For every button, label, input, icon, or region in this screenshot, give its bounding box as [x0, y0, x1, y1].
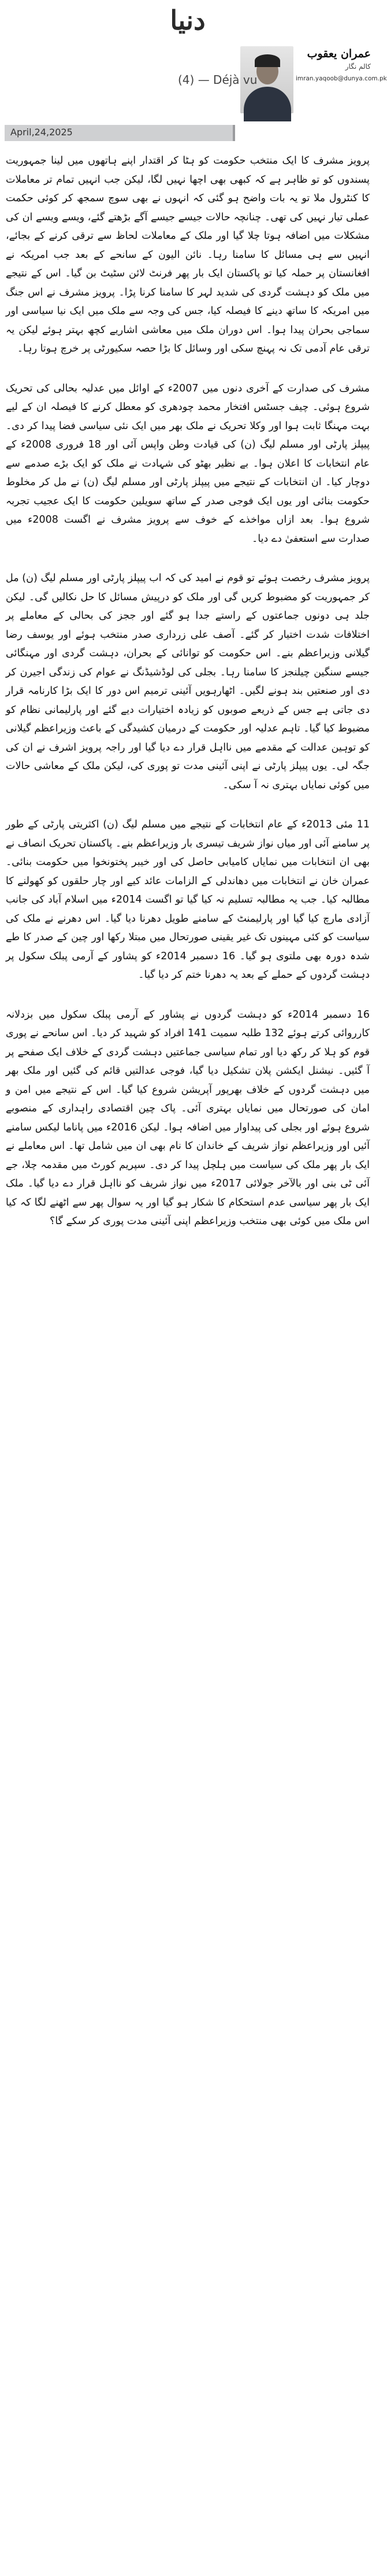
- author-email: imran.yaqoob@dunya.com.pk: [296, 75, 387, 82]
- article-body: [6, 151, 370, 1252]
- date-bar: [5, 125, 235, 141]
- column-header: [5, 45, 387, 143]
- article-paragraph: 16 دسمبر 2014ء کو دہشت گردوں نے پشاور کے آرمی پبلک سکول میں بزدلانہ کارروائی کرتے ہوئے 132 طلبہ سمیت 141 افراد کو شہید کر دیا۔ اس سانحے نے پوری قوم کو ہلا کر رکھ دیا اور تمام سیاسی جماعتیں دہشت گردی کے خلاف ایک صفحے پر آ گئیں۔ نیشنل ایکشن پلان تشکیل دیا گیا، فوجی عدالتیں قائم کی گئیں اور ملک بھر میں دہشت گردوں کے خلاف بھرپور آپریشن شروع کیا گیا۔ اس کے نتیجے میں امن و امان کی صورتحال میں نمایاں بہتری آئی۔ پاک چین اقتصادی راہداری کے منصوبے شروع ہوئے اور بجلی کی پیداوار میں اضافہ ہوا۔ لیکن 2016ء میں پاناما لیکس سامنے آئیں اور وزیراعظم نواز شریف کے خاندان کا نام بھی ان میں شامل تھا۔ اس معاملے نے ایک بار پھر ملک کی سیاست میں ہلچل پیدا کر دی۔ سپریم کورٹ میں مقدمہ چلا، جے آئی ٹی بنی اور بالآخر جولائی 2017ء میں نواز شریف کو نااہل قرار دے دیا گیا۔ ملک ایک بار پھر سیاسی عدم استحکام کا شکار ہو گیا اور یہ سوال پھر سے اٹھنے لگا کہ کیا اس ملک میں کوئی بھی منتخب وزیراعظم اپنی آئینی مدت پوری کر سکے گا؟: [6, 1008, 370, 1227]
- author-name: عمران یعقوب: [307, 47, 371, 60]
- column-series-label: (4) — Déjà vu: [178, 73, 258, 87]
- newspaper-logo: دنیا: [170, 5, 206, 36]
- article-paragraph: مشرف کی صدارت کے آخری دنوں میں 2007ء کے اوائل میں عدلیہ بحالی کی تحریک شروع ہوئی۔ چیف جسٹس افتخار محمد چودھری کو معطل کرنے کا فیصلہ ان کے لیے بہت مہنگا ثابت ہوا اور وکلا تحریک نے ملک بھر میں ایک نئی سیاسی فضا پیدا کر دی۔ پیپلز پارٹی اور مسلم لیگ (ن) کی قیادت وطن واپس آئی اور 18 فروری 2008ء کے عام انتخابات کا اعلان ہوا۔ بے نظیر بھٹو کی شہادت نے ملک کو ایک بڑے صدمے سے دوچار کیا۔ ان انتخابات کے نتیجے میں پیپلز پارٹی اور مسلم لیگ (ن) نے مل کر مخلوط حکومت بنائی اور یوں ایک فوجی صدر کے ساتھ سویلین حکومت کا ایک عجیب تجربہ شروع ہوا۔ بعد ازاں مواخذے کے خوف سے پرویز مشرف نے اگست 2008ء میں صدارت سے استعفیٰ دے دیا۔: [6, 382, 370, 545]
- author-byline: [296, 47, 387, 82]
- author-title: کالم نگار: [345, 62, 371, 71]
- article-paragraph: پرویز مشرف رخصت ہوئے تو قوم نے امید کی کہ اب پیپلز پارٹی اور مسلم لیگ (ن) مل کر جمہوریت کو مضبوط کریں گی اور ملک کو درپیش مسائل کا حل نکالیں گی۔ لیکن جلد ہی دونوں جماعتوں کے راستے جدا ہو گئے اور ججز کی بحالی کے معاملے پر اختلافات شدت اختیار کر گئے۔ آصف علی زرداری صدر منتخب ہوئے اور یوسف رضا گیلانی وزیراعظم بنے۔ اس حکومت کو توانائی کے بحران، دہشت گردی اور مہنگائی جیسے سنگین چیلنجز کا سامنا رہا۔ بجلی کی لوڈشیڈنگ نے عوام کی زندگی اجیرن کر دی اور صنعتیں بند ہونے لگیں۔ اٹھارہویں آئینی ترمیم اس دور کا ایک بڑا کارنامہ قرار دی جاتی ہے جس کے ذریعے صوبوں کو زیادہ اختیارات دیے گئے اور پارلیمانی نظام کو مضبوط کیا گیا۔ تاہم عدلیہ اور حکومت کے درمیان کشیدگی کے باعث وزیراعظم گیلانی کو توہین عدالت کے مقدمے میں نااہل قرار دے دیا گیا اور راجہ پرویز اشرف نے ان کی جگہ لی۔ یوں پیپلز پارٹی نے اپنی آئینی مدت تو پوری کی، لیکن ملک کے معاشی حالات میں کوئی نمایاں بہتری نہ آ سکی۔: [6, 572, 370, 791]
- publish-date: April,24,2025: [10, 127, 73, 138]
- article-paragraph: پرویز مشرف کا ایک منتخب حکومت کو ہٹا کر اقتدار اپنے ہاتھوں میں لینا جمہوریت پسندوں کو تو ظاہر ہے کہ کبھی بھی اچھا نہیں لگا، لیکن جب انہیں تمام تر معاملات کا کنٹرول ملا تو یہ بات واضح ہو گئی کہ انہوں نے بھی سوچ سمجھ کر کوئی حکمت عملی تیار نہیں کی تھی۔ چنانچہ حالات جیسے جیسے آگے بڑھتے گئے، ویسے ویسے ان کی مشکلات میں اضافہ ہوتا چلا گیا اور ملک کے معاملات لحاظ سے ترقی کرنے کے بجائے، انہیں سے ہی مسائل کا سامنا رہا۔ نائن الیون کے سانحے کے بعد جب امریکہ نے افغانستان پر حملہ کیا تو پاکستان ایک بار پھر فرنٹ لائن سٹیٹ بن گیا۔ اس کے نتیجے میں ملک کو دہشت گردی کی شدید لہر کا سامنا کرنا پڑا۔ پرویز مشرف نے اس جنگ میں امریکہ کا ساتھ دینے کا فیصلہ کیا، جس کی وجہ سے ملک میں ایک نیا سیاسی اور سماجی بحران پیدا ہوا۔ اس دوران ملک میں معاشی اشاریے کچھ بہتر ہوئے لیکن یہ ترقی عام آدمی تک نہ پہنچ سکی اور وسائل کا بڑا حصہ سکیورٹی پر خرچ ہوتا رہا۔: [6, 155, 370, 354]
- masthead: [0, 0, 375, 40]
- article-paragraph: 11 مئی 2013ء کے عام انتخابات کے نتیجے میں مسلم لیگ (ن) اکثریتی پارٹی کے طور پر سامنے آئی اور میاں نواز شریف تیسری بار وزیراعظم بنے۔ پاکستان تحریک انصاف نے بھی ان انتخابات میں نمایاں کامیابی حاصل کی اور خیبر پختونخوا میں حکومت بنائی۔ عمران خان نے انتخابات میں دھاندلی کے الزامات عائد کیے اور چار حلقوں کو کھولنے کا مطالبہ کیا۔ جب یہ مطالبہ تسلیم نہ کیا گیا تو اگست 2014ء میں اسلام آباد کی جانب آزادی مارچ کیا گیا اور پارلیمنٹ کے سامنے طویل دھرنا دیا گیا۔ اس دھرنے نے ملک کی سیاست کو کئی مہینوں تک غیر یقینی صورتحال میں مبتلا رکھا اور چین کے صدر کا طے شدہ دورہ بھی ملتوی ہو گیا۔ 16 دسمبر 2014ء کو پشاور کے آرمی پبلک سکول پر دہشت گردوں کے حملے کے بعد یہ دھرنا ختم کر دیا گیا۔: [6, 819, 370, 981]
